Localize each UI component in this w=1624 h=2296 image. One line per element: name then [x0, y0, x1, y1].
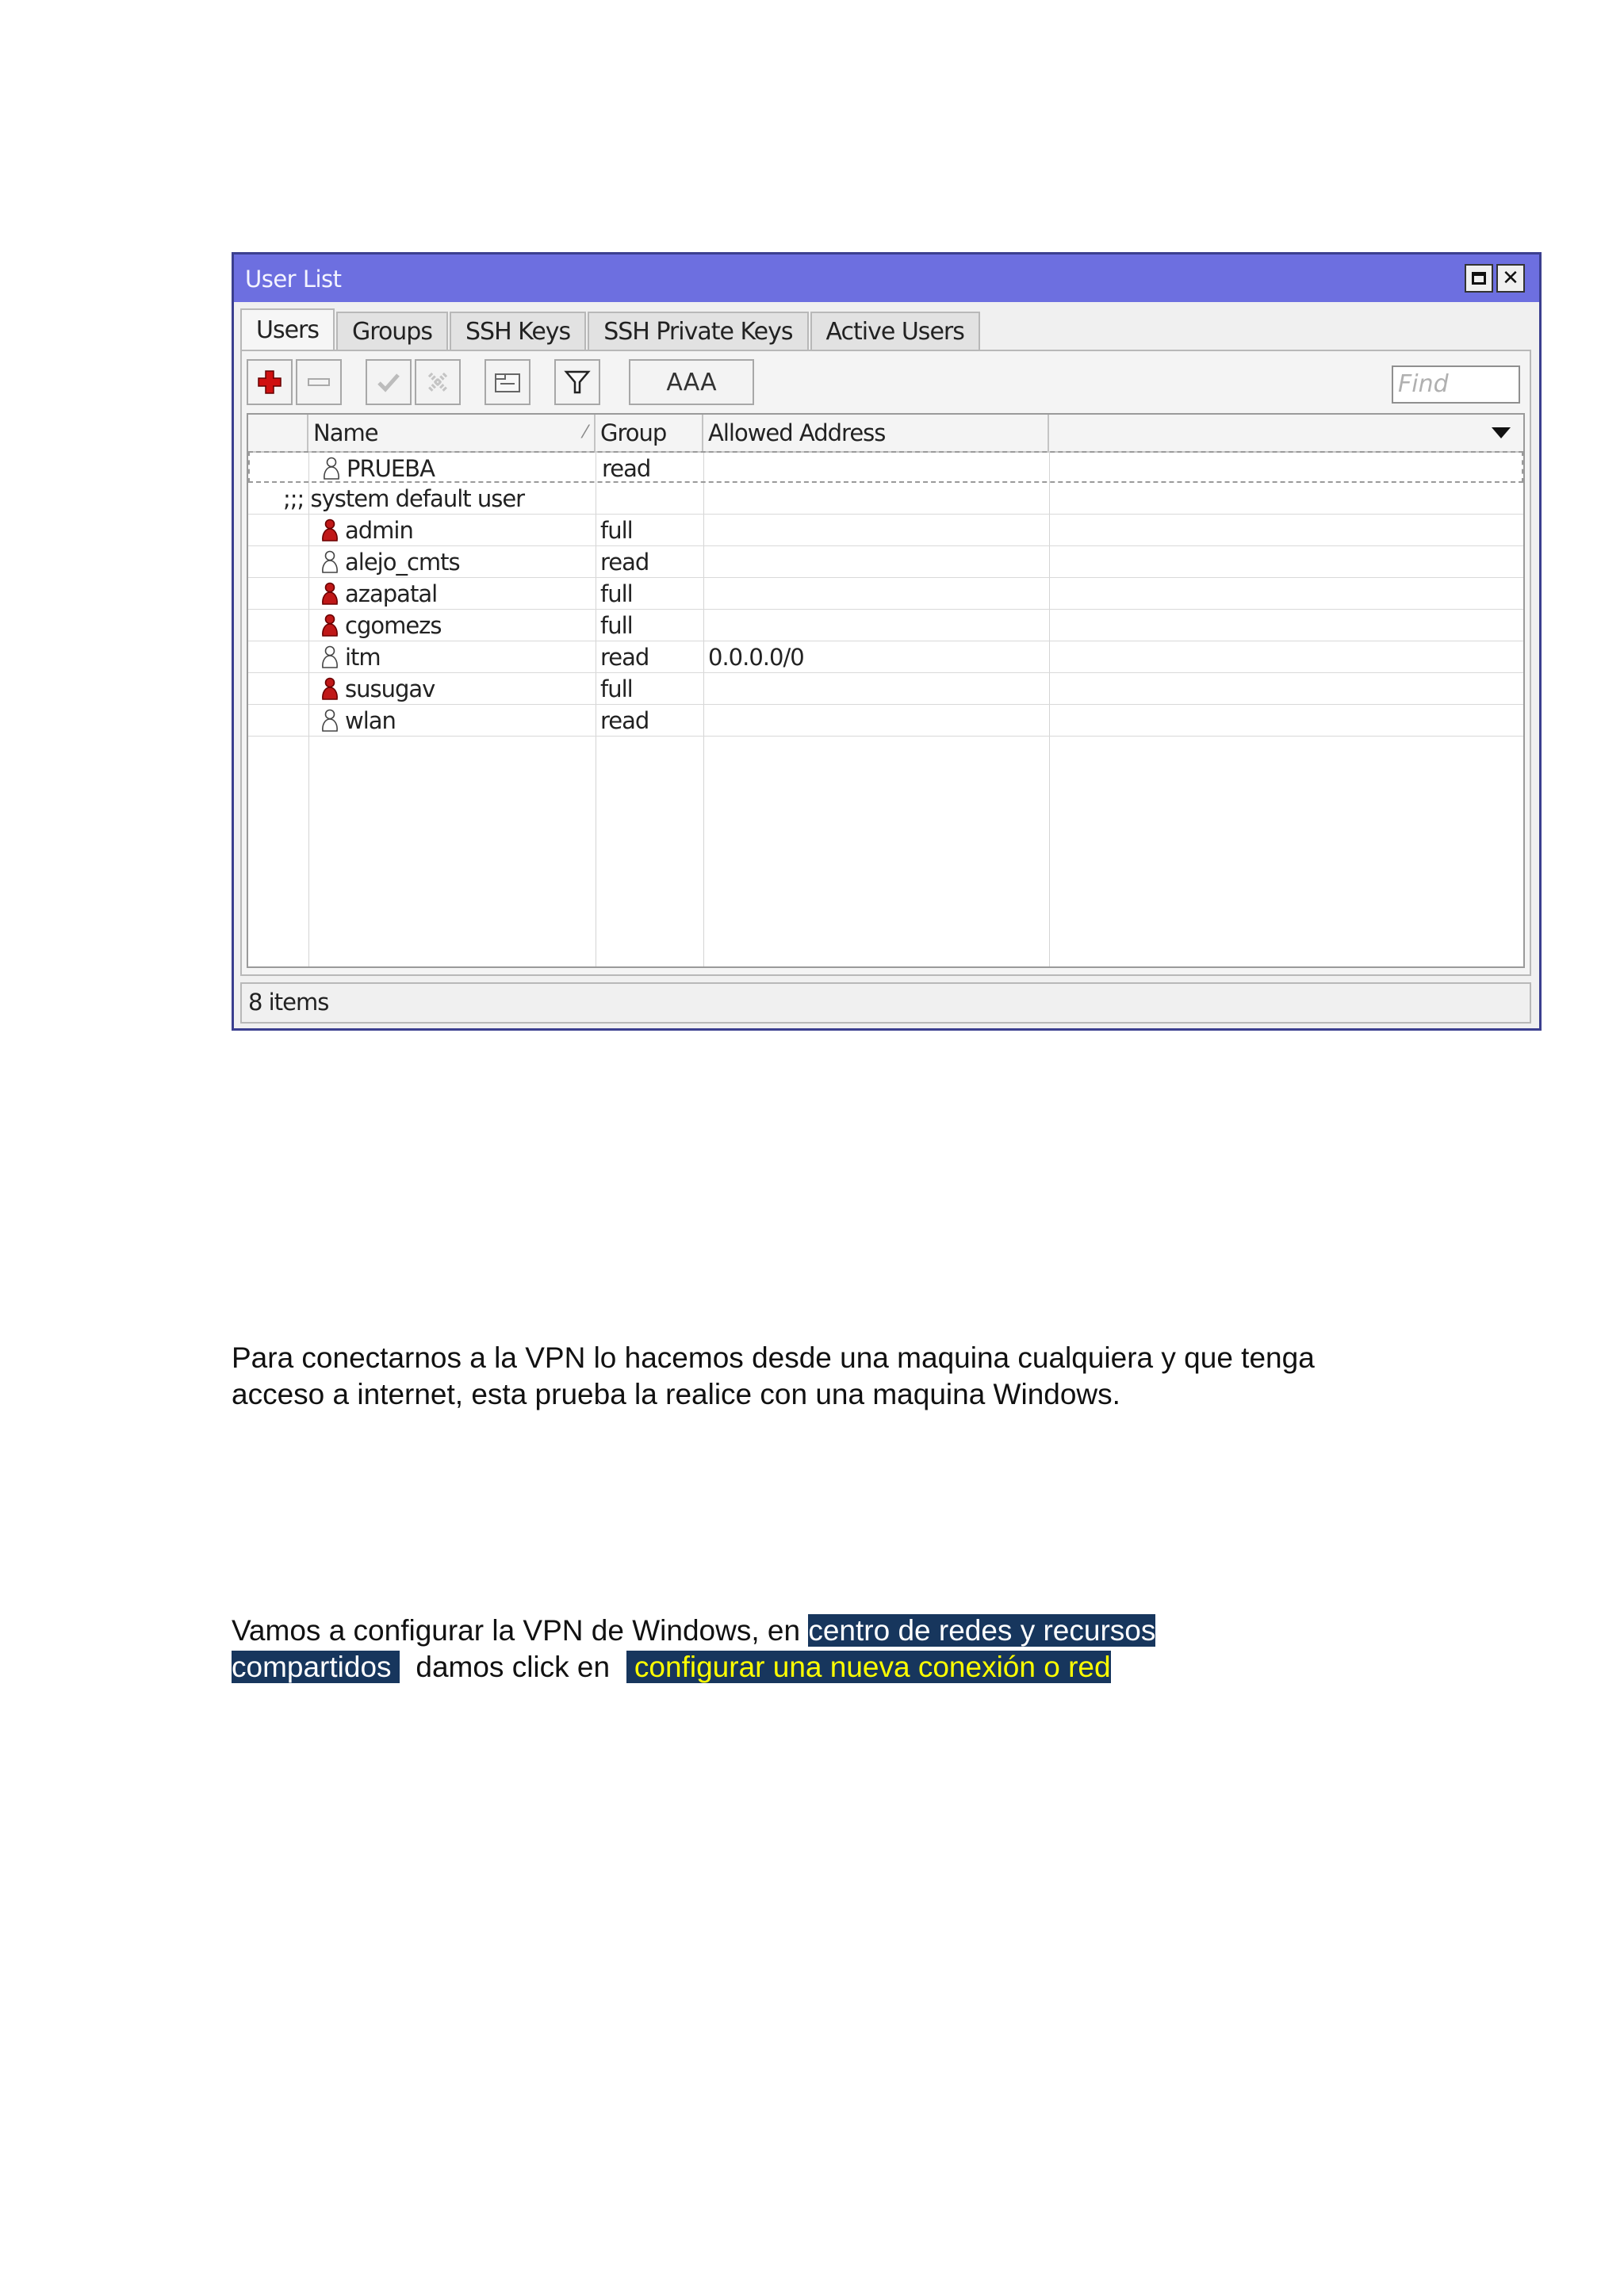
table-row[interactable] — [248, 578, 1523, 610]
comment-row — [248, 483, 1523, 515]
x-icon — [424, 369, 451, 396]
sort-icon: ⁄ — [584, 423, 586, 442]
user-red-icon — [320, 582, 340, 606]
maximize-icon — [1472, 272, 1486, 285]
title-bar[interactable] — [234, 254, 1539, 302]
paragraph-1-line-1: Para conectarnos a la VPN lo hacemos desde una maquina cualquiera y que tenga — [232, 1341, 1315, 1374]
add-button[interactable] — [247, 359, 293, 405]
column-allowed-address[interactable]: Allowed Address — [703, 415, 1049, 451]
table-header — [248, 415, 1523, 453]
disable-button[interactable] — [415, 359, 461, 405]
user-white-icon — [320, 550, 340, 574]
row-comment: ;;; system default user — [283, 485, 525, 512]
item-count: 8 items — [248, 989, 329, 1016]
tab-groups[interactable]: Groups — [336, 312, 448, 350]
maximize-button[interactable] — [1465, 264, 1493, 293]
user-name: itm — [345, 644, 381, 671]
user-group: full — [600, 517, 633, 544]
header-spacer — [248, 415, 308, 451]
check-icon — [375, 369, 402, 396]
user-allowed-address: 0.0.0.0/0 — [708, 644, 804, 671]
comment-icon — [493, 369, 522, 395]
window-title: User List — [245, 266, 342, 293]
highlight-compartidos: compartidos — [232, 1651, 400, 1683]
user-name: susugav — [345, 675, 435, 702]
table-row[interactable] — [248, 705, 1523, 737]
user-group: read — [600, 644, 649, 671]
paragraph-2-line-1 — [232, 1613, 1155, 1649]
user-name: wlan — [345, 707, 396, 734]
tab-users[interactable]: Users — [240, 308, 335, 351]
table-row[interactable] — [248, 673, 1523, 705]
columns-dropdown-icon[interactable] — [1492, 427, 1511, 438]
column-name[interactable] — [308, 415, 596, 451]
table-row[interactable] — [248, 610, 1523, 641]
user-group: full — [600, 675, 633, 702]
user-group: full — [600, 612, 633, 639]
user-white-icon — [320, 645, 340, 669]
minus-icon — [306, 369, 331, 395]
tab-bar — [240, 308, 982, 350]
column-extra — [1049, 415, 1523, 451]
comment-button[interactable] — [485, 359, 530, 405]
filter-icon — [564, 369, 591, 396]
paragraph-2-line-2 — [232, 1649, 1111, 1686]
table-row[interactable] — [248, 451, 1523, 483]
tab-ssh-keys[interactable]: SSH Keys — [450, 312, 586, 350]
tab-active-users[interactable]: Active Users — [810, 312, 980, 350]
user-group: read — [600, 549, 649, 576]
column-name-label: Name — [313, 419, 378, 446]
remove-button[interactable] — [296, 359, 342, 405]
paragraph-2-middle: damos click en — [399, 1651, 626, 1683]
table-row[interactable] — [248, 515, 1523, 546]
user-white-icon — [320, 709, 340, 733]
table-row[interactable] — [248, 641, 1523, 673]
paragraph-2-prefix: Vamos a configurar la VPN de Windows, en — [232, 1614, 809, 1647]
user-name: alejo_cmts — [345, 549, 460, 576]
aaa-button[interactable]: AAA — [629, 359, 754, 405]
user-red-icon — [320, 614, 340, 637]
user-red-icon — [320, 519, 340, 542]
users-panel — [240, 350, 1531, 976]
toolbar — [247, 359, 1525, 408]
user-list-window — [232, 252, 1542, 1031]
user-name: azapatal — [345, 580, 438, 607]
highlight-nueva-conexion: configurar una nueva conexión o red — [626, 1651, 1111, 1683]
enable-button[interactable] — [366, 359, 412, 405]
user-name: cgomezs — [345, 612, 442, 639]
filter-button[interactable] — [554, 359, 600, 405]
close-button[interactable] — [1496, 264, 1525, 293]
find-input[interactable]: Find — [1392, 365, 1520, 404]
user-table — [247, 413, 1525, 968]
column-group[interactable]: Group — [596, 415, 703, 451]
user-red-icon — [320, 677, 340, 701]
status-bar — [240, 982, 1531, 1024]
paragraph-1-line-2: acceso a internet, esta prueba la realice con una maquina Windows. — [232, 1378, 1120, 1410]
plus-icon — [257, 369, 282, 395]
table-row[interactable] — [248, 546, 1523, 578]
highlight-centro-de-redes: centro de redes y recursos — [808, 1614, 1156, 1647]
close-icon: ✕ — [1502, 266, 1519, 290]
user-name: PRUEBA — [347, 455, 435, 482]
user-white-icon — [321, 457, 342, 480]
user-group: read — [602, 455, 651, 482]
user-group: read — [600, 707, 649, 734]
tab-ssh-private-keys[interactable]: SSH Private Keys — [588, 312, 808, 350]
user-group: full — [600, 580, 633, 607]
user-name: admin — [345, 517, 413, 544]
